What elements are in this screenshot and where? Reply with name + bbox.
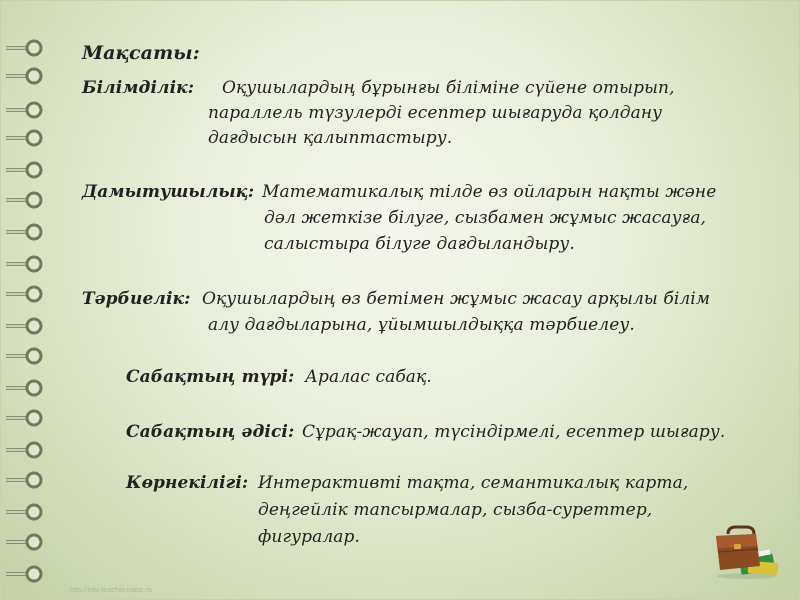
lesson-type-label: Сабақтың түрі: — [126, 367, 295, 387]
educational-line: Оқушылардың бұрынғы біліміне сүйене отырып, — [222, 78, 675, 98]
upbringing-line: алу дағдыларына, ұйымшылдыққа тәрбиелеу. — [208, 315, 635, 335]
visuals-line: Интерактивті тақта, семантикалық карта, — [258, 473, 689, 493]
visuals-line: фигуралар. — [258, 527, 360, 547]
developmental-line: салыстыра білуге дағдыландыру. — [264, 234, 575, 254]
educational-label: Білімділік: — [82, 78, 195, 98]
educational-line: параллель түзулерді есептер шығаруда қолдану — [208, 103, 663, 123]
developmental-line: дәл жеткізе білуге, сызбамен жұмыс жасауға, — [264, 208, 707, 228]
educational-line: дағдысын қалыптастыру. — [208, 128, 453, 148]
lesson-method-value: Сұрақ-жауап, түсіндірмелі, есептер шығару. — [302, 422, 726, 442]
footer-url: http://edu-teacher.rusoz.ru — [70, 587, 152, 594]
developmental-line: Математикалық тілде өз ойларын нақты және — [262, 182, 717, 202]
upbringing-line: Оқушылардың өз бетімен жұмыс жасау арқылы білім — [202, 289, 711, 309]
visuals-line: деңгейлік тапсырмалар, сызба-суреттер, — [258, 500, 653, 520]
briefcase-books-icon — [712, 522, 782, 580]
developmental-label: Дамытушылық: — [82, 182, 255, 202]
lesson-method-label: Сабақтың әдісі: — [126, 422, 295, 442]
upbringing-label: Тәрбиелік: — [82, 289, 191, 309]
goals-title: Мақсаты: — [82, 42, 200, 64]
visuals-label: Көрнекілігі: — [126, 473, 249, 493]
lesson-type-value: Аралас сабақ. — [305, 367, 432, 387]
